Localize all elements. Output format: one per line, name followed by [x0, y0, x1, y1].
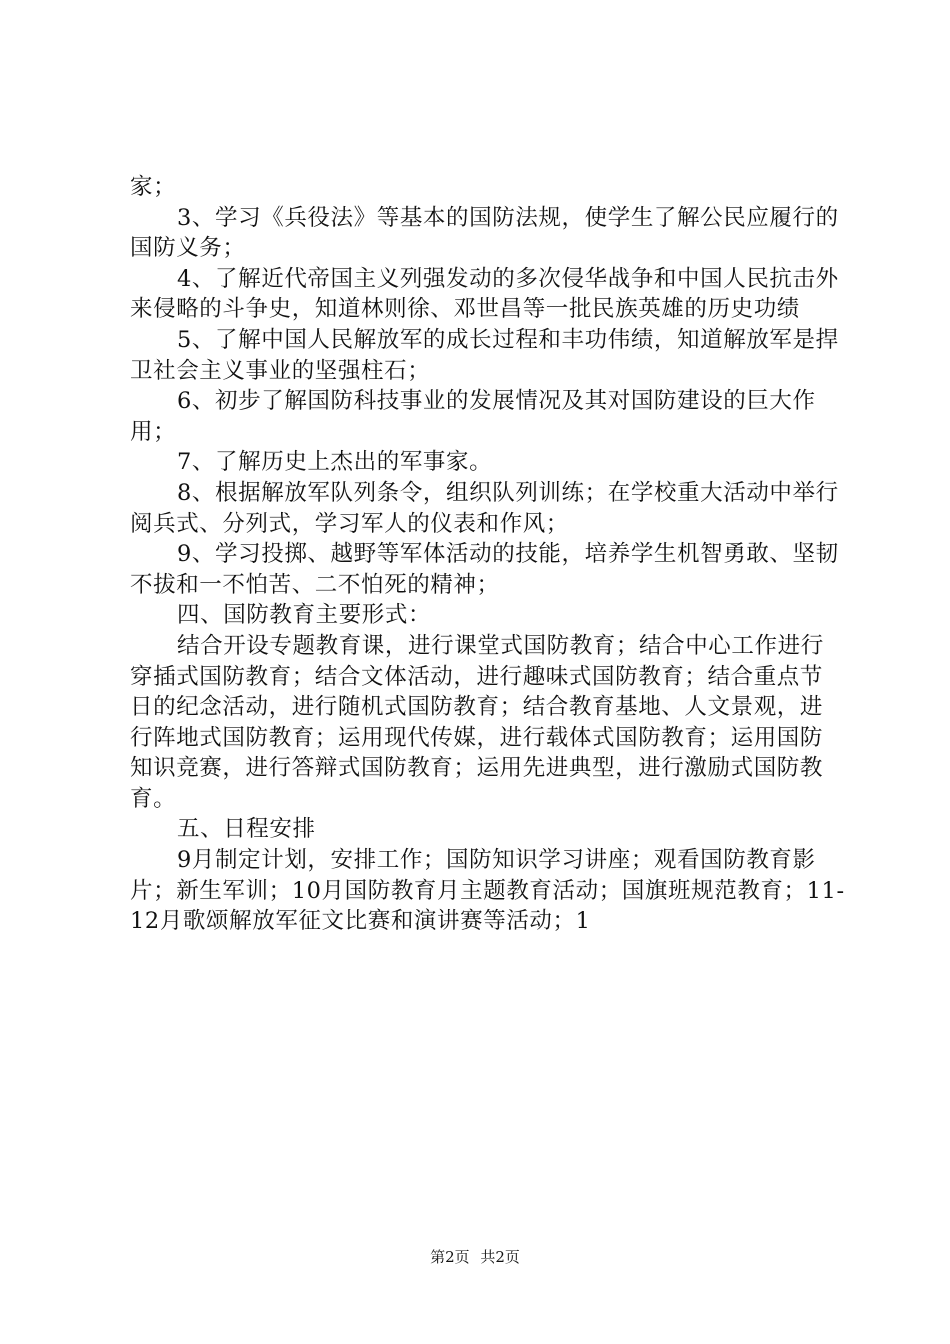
paragraph-8: 9、学习投掷、越野等军体活动的技能，培养学生机智勇敢、坚韧不拔和一不怕苦、二不怕死的精神； — [130, 541, 839, 598]
paragraph-6: 7、了解历史上杰出的军事家。 — [177, 449, 493, 476]
page-footer — [0, 1248, 950, 1266]
paragraph-schedule: 9月制定计划，安排工作；国防知识学习讲座；观看国防教育影片；新生军训；10月国防教育月主题教育活动；国旗班规范教育；11-12月歌颂解放军征文比赛和演讲赛等活动；1 — [130, 847, 845, 935]
document-body — [130, 172, 845, 937]
page-total: 共2页 — [480, 1248, 520, 1266]
paragraph-1: 家； — [130, 174, 177, 200]
section-heading-schedule: 五、日程安排 — [177, 816, 316, 843]
paragraph-7: 8、根据解放军队列条令，组织队列训练；在学校重大活动中举行阅兵式、分列式，学习军人的仪表和作风； — [130, 479, 839, 537]
paragraph-2: 3、学习《兵役法》等基本的国防法规，使学生了解公民应履行的国防义务； — [130, 204, 839, 262]
paragraph-3: 4、了解近代帝国主义列强发动的多次侵华战争和中国人民抗击外来侵略的斗争史，知道林则徐、邓世昌等一批民族英雄的历史功绩 — [130, 265, 839, 323]
paragraph-5: 6、初步了解国防科技事业的发展情况及其对国防建设的巨大作用； — [130, 388, 816, 445]
section-heading-forms: 四、国防教育主要形式： — [177, 602, 432, 629]
paragraph-forms: 结合开设专题教育课，进行课堂式国防教育；结合中心工作进行穿插式国防教育；结合文体活动，进行趣味式国防教育；结合重点节日的纪念活动，进行随机式国防教育；结合教育基地、人文景观，进行阵地式国防教育；运用现代传媒，进行载体式国防教育；运用国防知识竞赛，进行答辩式国防教育；运用先进典型，进行激励式国防教育。 — [130, 632, 824, 812]
page-number: 第2页 — [430, 1248, 470, 1266]
paragraph-4: 5、了解中国人民解放军的成长过程和丰功伟绩，知道解放军是捍卫社会主义事业的坚强柱石； — [130, 326, 839, 384]
